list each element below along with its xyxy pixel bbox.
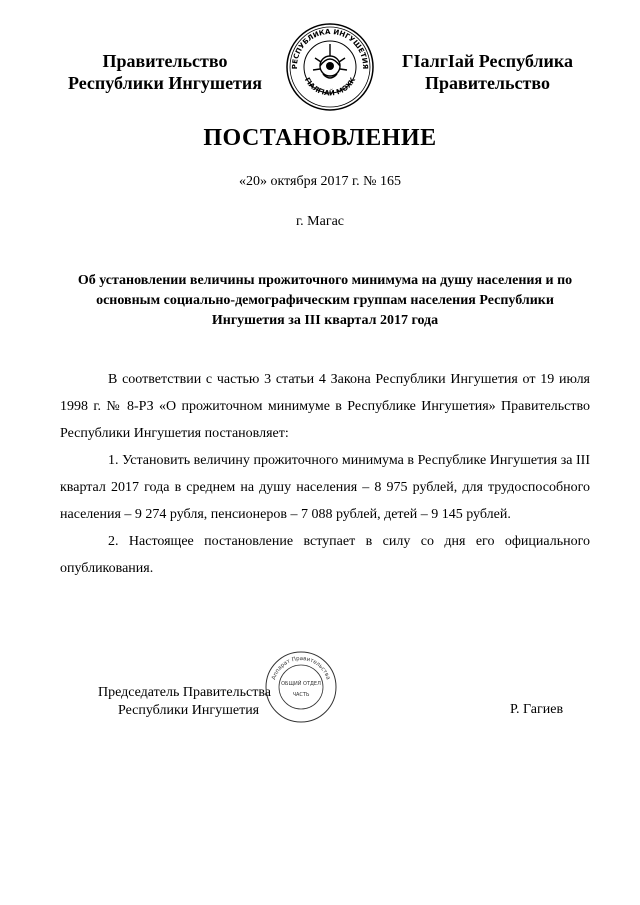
svg-text:Аппарат Правительства: Аппарат Правительства <box>271 655 331 681</box>
signatory-name: Р. Гагиев <box>510 702 564 717</box>
svg-text:ОБЩИЙ ОТДЕЛ: ОБЩИЙ ОТДЕЛ <box>281 681 321 687</box>
header-left-line2: Республики Ингушетия <box>67 73 263 93</box>
paragraph-item-2: 2. Настоящее постановление вступает в силу со дня его официального опубликования. <box>60 534 590 576</box>
header-right-line1: ГIалгIай Республика <box>402 51 573 71</box>
header-left-line1: Правительство <box>102 51 228 71</box>
document-date-number: «20» октября 2017 г. № 165 <box>238 174 402 189</box>
svg-text:ГIАЛГIАЙ МОХК: ГIАЛГIАЙ МОХК <box>302 76 358 98</box>
header-left <box>40 50 290 94</box>
document-body <box>60 366 590 582</box>
signatory-position-line1: Председатель Правительства <box>98 685 271 700</box>
svg-text:РЕСПУБЛИКА ИНГУШЕТИЯ: РЕСПУБЛИКА ИНГУШЕТИЯ <box>290 27 370 70</box>
document-subject: Об установлении величины прожиточного минимума на душу населения и по основным социально-демографическим группам населения Республики Ингушетия за III квартал 2017 года <box>77 273 573 328</box>
paragraph-item-1: 1. Установить величину прожиточного минимума в Республике Ингушетия за III квартал 2017 года в среднем на душу населения – 8 975 рублей, для трудоспособного населения – 9 274 рубля, пенсионеров – 7 088 рублей, детей – 9 145 рублей. <box>60 453 590 522</box>
signatory-position-line2: Республики Ингушетия <box>118 703 260 718</box>
header-right-line2: Правительство <box>425 73 550 93</box>
coat-of-arms-emblem <box>285 22 375 112</box>
header-right <box>380 50 595 94</box>
paragraph-preamble: В соответствии с частью 3 статьи 4 Закона Республики Ингушетия от 19 июля 1998 г. № 8-РЗ «О прожиточном минимуме в Республике Ингушетия» Правительство Республики Ингушетия постановляет: <box>60 372 590 441</box>
official-stamp <box>264 650 338 724</box>
svg-text:ЧАСТЬ: ЧАСТЬ <box>292 692 310 698</box>
document-title: ПОСТАНОВЛЕНИЕ <box>203 125 437 151</box>
document-city: г. Магас <box>296 214 344 229</box>
